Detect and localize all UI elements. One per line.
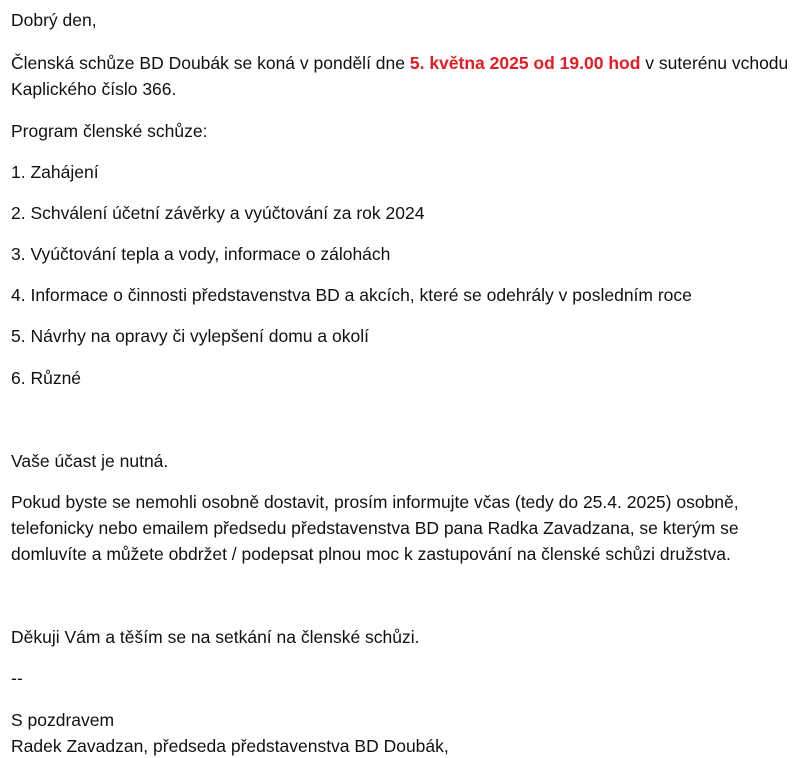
absence-paragraph-line: telefonicky nebo emailem předsedu představenstva BD pana Radka Zavadzana, se kterým se [11,518,739,538]
signature: Radek Zavadzan, předseda představenstva BD Doubák, [11,736,449,756]
meeting-date-highlight: 5. května 2025 od 19.00 hod [409,53,641,73]
attendance-note: Vaše účast je nutná. [11,451,169,471]
program-item: 3. Vyúčtování tepla a vody, informace o zálohách [11,244,391,264]
closing: S pozdravem [11,710,115,730]
program-item: 5. Návrhy na opravy či vylepšení domu a okolí [11,326,369,346]
program-item: 1. Zahájení [11,162,99,182]
program-item: 6. Různé [11,368,82,388]
intro-line-1 [11,51,788,75]
program-heading: Program členské schůze: [11,121,208,141]
intro-text-before: Členská schůze BD Doubák se koná v pondělí dne [11,53,410,73]
program-item: 4. Informace o činnosti představenstva BD a akcích, které se odehrály v posledním roce [11,285,692,305]
intro-text-after: v suterénu vchodu [640,53,789,73]
absence-paragraph-line: Pokud byste se nemohli osobně dostavit, prosím informujte včas (tedy do 25.4. 2025) osobně, [11,492,739,512]
greeting: Dobrý den, [11,10,97,30]
thanks-line: Děkuji Vám a těším se na setkání na členské schůzi. [11,627,420,647]
intro-line-2: Kaplického číslo 366. [11,79,177,99]
program-item: 2. Schválení účetní závěrky a vyúčtování za rok 2024 [11,203,425,223]
signature-separator: -- [11,668,23,688]
absence-paragraph-line: domluvíte a můžete obdržet / podepsat plnou moc k zastupování na členské schůzi družstva. [11,544,731,564]
